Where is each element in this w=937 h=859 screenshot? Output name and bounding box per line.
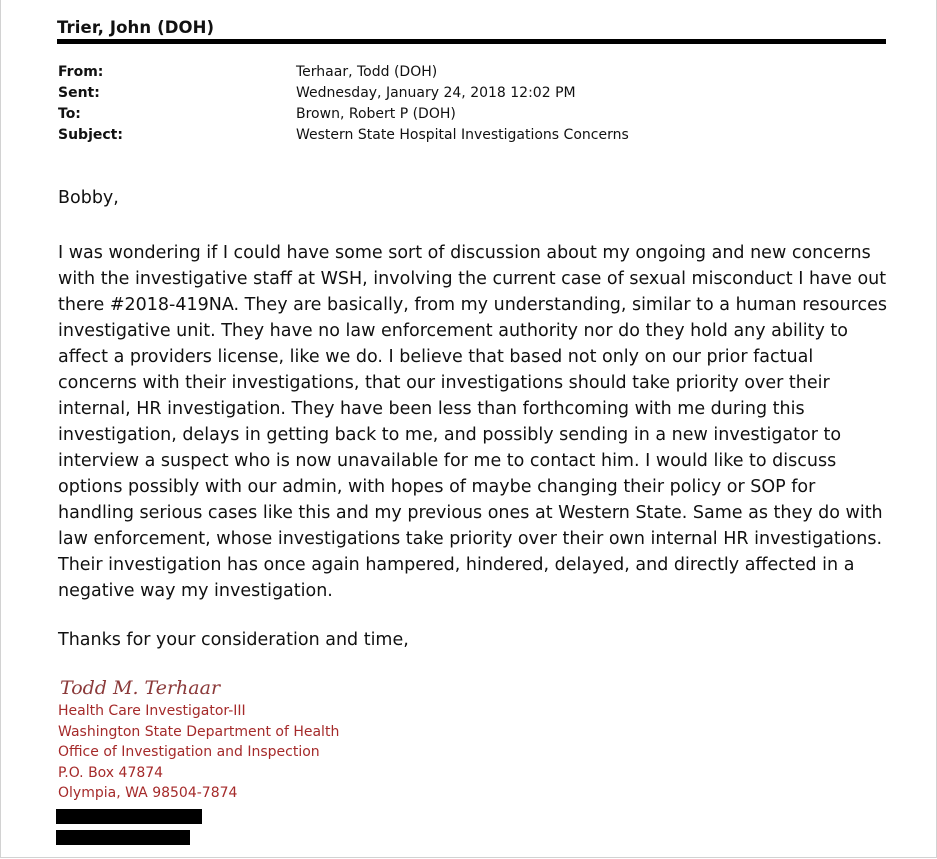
body-line: investigation, delays in getting back to me, and possibly sending in a new investigator to (58, 425, 842, 445)
signature-city: Olympia, WA 98504-7874 (58, 785, 238, 801)
body-line: with the investigative staff at WSH, involving the current case of sexual misconduct I have out (58, 269, 887, 289)
body-line: investigative unit. They have no law enforcement authority nor do they hold any ability to (58, 321, 848, 341)
body-line: affect a providers license, like we do. I believe that based not only on our prior factual (58, 347, 814, 367)
closing-line: Thanks for your consideration and time, (58, 630, 409, 650)
body-line: interview a suspect who is now unavailable for me to contact him. I would like to discuss (58, 451, 837, 471)
signature-department: Washington State Department of Health (58, 723, 340, 740)
header-rule (57, 39, 886, 44)
message-body (58, 240, 888, 604)
sent-label: Sent: (58, 85, 100, 101)
signature-block (58, 701, 339, 804)
body-line: I was wondering if I could have some sort of discussion about my ongoing and new concerns (58, 243, 871, 263)
signature-office: Office of Investigation and Inspection (58, 744, 320, 760)
from-value: Terhaar, Todd (DOH) (296, 64, 438, 80)
mailbox-owner: Trier, John (DOH) (57, 18, 215, 37)
to-label: To: (58, 106, 81, 122)
subject-label: Subject: (58, 127, 123, 143)
body-line: handling serious cases like this and my previous ones at Western State. Same as they do with (58, 503, 883, 523)
body-line: law enforcement, whose investigations take priority over their own internal HR investigations. (58, 529, 883, 549)
subject-value: Western State Hospital Investigations Concerns (296, 127, 629, 143)
signature-title: Health Care Investigator-III (58, 703, 246, 719)
from-row (58, 62, 629, 83)
body-line: options possibly with our admin, with hopes of maybe changing their policy or SOP for (58, 477, 816, 497)
signature-name: Todd M. Terhaar (60, 677, 221, 699)
to-value: Brown, Robert P (DOH) (296, 106, 456, 122)
redaction-bar (56, 830, 190, 845)
greeting: Bobby, (58, 188, 119, 208)
body-line: Their investigation has once again hampered, hindered, delayed, and directly affected in a (58, 555, 855, 575)
subject-row (58, 125, 629, 146)
body-line: there #2018-419NA. They are basically, from my understanding, similar to a human resources (58, 295, 888, 315)
signature-po-box: P.O. Box 47874 (58, 764, 164, 781)
from-label: From: (58, 64, 104, 80)
body-line: concerns with their investigations, that our investigations should take priority over their (58, 373, 830, 393)
body-line: internal, HR investigation. They have been less than forthcoming with me during this (58, 399, 805, 419)
email-headers (58, 62, 629, 146)
body-line: negative way my investigation. (58, 581, 333, 601)
sent-row (58, 83, 629, 104)
redaction-bar (56, 809, 202, 824)
to-row (58, 104, 629, 125)
sent-value: Wednesday, January 24, 2018 12:02 PM (296, 85, 576, 101)
